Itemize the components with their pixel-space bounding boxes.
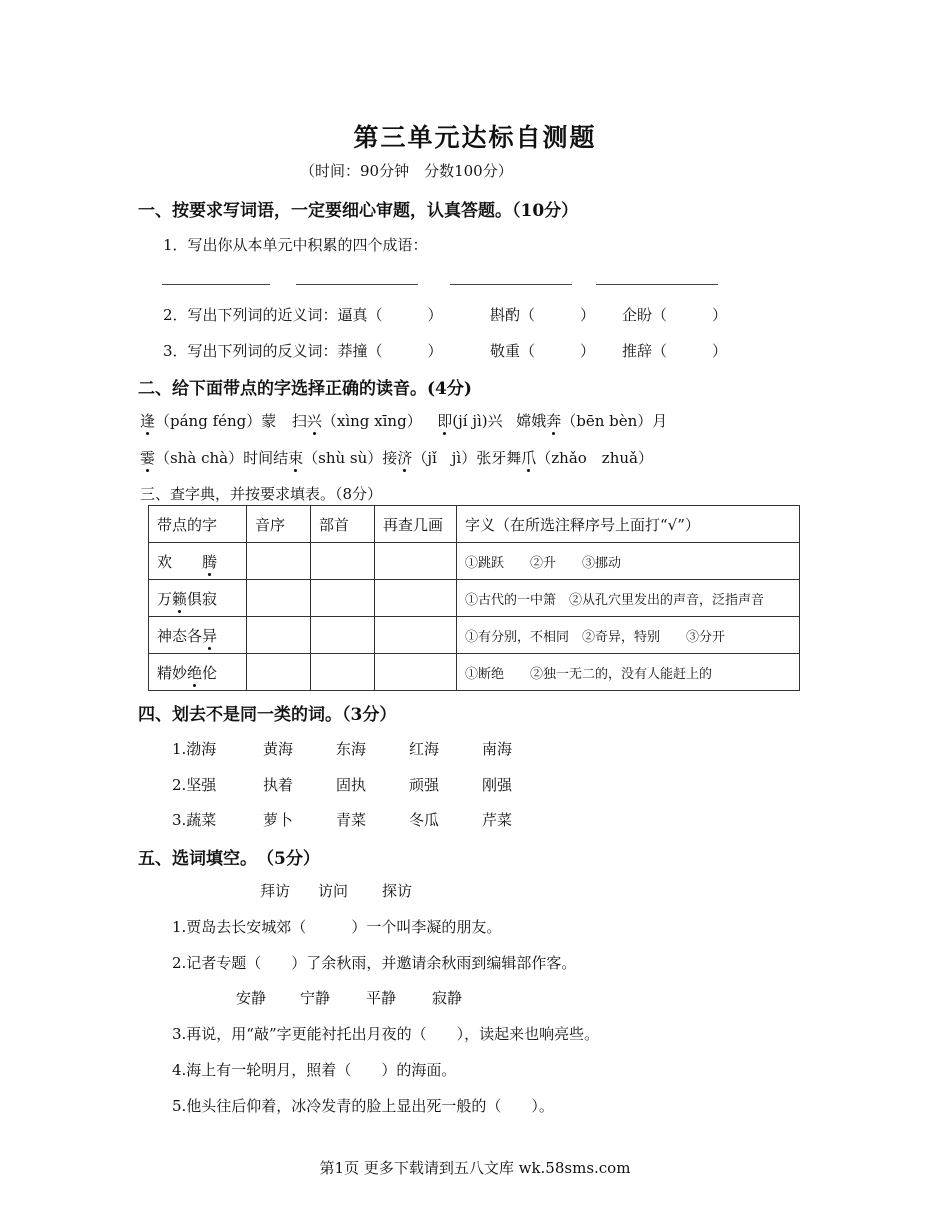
s1-question-1: 1．写出你从本单元中积累的四个成语：: [163, 236, 428, 254]
bank-word: 探访: [382, 882, 413, 900]
bank-word: 拜访: [260, 882, 291, 900]
s1-q2-word-2: 斟酌（ ）: [490, 306, 596, 324]
answer-cell[interactable]: [311, 617, 375, 654]
pinyin-line-2: [140, 447, 653, 468]
word-cell: 神态各异: [149, 617, 247, 654]
s5-question-3: 3.再说，用“敲”字更能衬托出月夜的（ ），读起来也响亮些。: [172, 1025, 600, 1043]
answer-cell[interactable]: [247, 654, 311, 691]
table-row: [149, 654, 800, 691]
pinyin-item: 张牙舞爪（zhǎo zhuǎ）: [476, 449, 653, 467]
bank-word: 安静: [236, 989, 267, 1007]
s1-q2-word-3: 企盼（ ）: [622, 306, 728, 324]
word-option[interactable]: 冬瓜: [409, 811, 440, 829]
word-option[interactable]: 固执: [336, 776, 367, 794]
answer-cell[interactable]: [375, 543, 457, 580]
word-option[interactable]: 萝卜: [263, 811, 294, 829]
word-option[interactable]: 执着: [263, 776, 294, 794]
answer-cell[interactable]: [311, 580, 375, 617]
pinyin-item: 霎（shà chà）时间: [140, 449, 274, 467]
word-option[interactable]: 红海: [409, 740, 440, 758]
s5-question-4: 4.海上有一轮明月，照着（ ）的海面。: [172, 1061, 457, 1079]
table-row: [149, 617, 800, 654]
pinyin-item: 扫兴（xìng xīng）: [291, 412, 422, 430]
s1-q3-word-2: 敬重（ ）: [490, 342, 596, 360]
meaning-cell[interactable]: ①有分别，不相同 ②奇异，特别 ③分开: [457, 617, 800, 654]
s5-question-1: 1.贾岛去长安城郊（ ）一个叫李凝的朋友。: [172, 918, 502, 936]
table-header: 音序: [247, 506, 311, 543]
word-option[interactable]: 1.渤海: [172, 740, 217, 758]
answer-blank-4[interactable]: [596, 284, 718, 285]
answer-cell[interactable]: [311, 543, 375, 580]
table-header: 部首: [311, 506, 375, 543]
pinyin-item: 嫦娥奔（bēn bèn）月: [516, 412, 668, 430]
section-5-heading: 五、选词填空。 （5分）: [138, 849, 320, 869]
bank-word: 平静: [366, 989, 397, 1007]
meaning-cell[interactable]: ①跳跃 ②升 ③挪动: [457, 543, 800, 580]
word-option[interactable]: 东海: [336, 740, 367, 758]
word-option[interactable]: 南海: [482, 740, 513, 758]
s5-question-2: 2.记者专题（ ）了余秋雨，并邀请余秋雨到编辑部作客。: [172, 954, 577, 972]
table-header-row: [149, 506, 800, 543]
s5-question-5: 5.他头往后仰着，冰冷发青的脸上显出死一般的（ ）。: [172, 1097, 554, 1115]
section-2-heading: 二、给下面带点的字选择正确的读音。(4分): [138, 379, 472, 399]
word-option[interactable]: 3.蔬菜: [172, 811, 217, 829]
bank-word: 寂静: [432, 989, 463, 1007]
answer-cell[interactable]: [375, 654, 457, 691]
meaning-cell[interactable]: ①断绝 ②独一无二的，没有人能赶上的: [457, 654, 800, 691]
word-option[interactable]: 2.坚强: [172, 776, 217, 794]
word-cell: 万籁俱寂: [149, 580, 247, 617]
dictionary-table: [148, 505, 800, 691]
word-cell: 精妙绝伦: [149, 654, 247, 691]
table-header: 字义（在所选注释序号上面打“√”）: [457, 506, 800, 543]
answer-cell[interactable]: [247, 580, 311, 617]
bank-word: 宁静: [300, 989, 331, 1007]
answer-blank-2[interactable]: [296, 284, 418, 285]
pinyin-item: 逢（páng féng）蒙: [140, 412, 277, 430]
exam-info: （时间：90分钟 分数100分）: [300, 162, 513, 180]
table-row: [149, 580, 800, 617]
answer-cell[interactable]: [375, 580, 457, 617]
word-cell: 欢 腾: [149, 543, 247, 580]
section-3-heading: 三、查字典，并按要求填表。（8分）: [140, 485, 383, 503]
answer-cell[interactable]: [247, 617, 311, 654]
word-option[interactable]: 刚强: [482, 776, 513, 794]
section-1-heading: 一、按要求写词语，一定要细心审题，认真答题。（10分）: [138, 201, 579, 221]
page-footer: 第1页 更多下载请到五八文库 wk.58sms.com: [319, 1159, 631, 1177]
bank-word: 访问: [318, 882, 349, 900]
s1-question-3: 3．写出下列词的反义词：莽撞（ ）: [163, 342, 443, 360]
pinyin-item: 即(jí jì)兴: [437, 412, 503, 430]
page-title: 第三单元达标自测题: [353, 123, 597, 152]
answer-cell[interactable]: [311, 654, 375, 691]
s1-question-2: 2．写出下列词的近义词：逼真（ ）: [163, 306, 443, 324]
table-header: 带点的字: [149, 506, 247, 543]
section-4-heading: 四、划去不是同一类的词。（3分）: [138, 705, 397, 725]
pinyin-item: 接济（jǐ jì）: [382, 449, 477, 467]
word-option[interactable]: 青菜: [336, 811, 367, 829]
answer-blank-3[interactable]: [450, 284, 572, 285]
word-option[interactable]: 芹菜: [482, 811, 513, 829]
word-option[interactable]: 黄海: [263, 740, 294, 758]
answer-cell[interactable]: [375, 617, 457, 654]
word-option[interactable]: 顽强: [409, 776, 440, 794]
answer-cell[interactable]: [247, 543, 311, 580]
table-header: 再查几画: [375, 506, 457, 543]
answer-blank-1[interactable]: [162, 284, 270, 285]
pinyin-line-1: [140, 410, 667, 431]
s1-q3-word-3: 推辞（ ）: [622, 342, 728, 360]
pinyin-item: 结束（shù sù）: [273, 449, 383, 467]
table-row: [149, 543, 800, 580]
meaning-cell[interactable]: ①古代的一中箫 ②从孔穴里发出的声音，泛指声音: [457, 580, 800, 617]
